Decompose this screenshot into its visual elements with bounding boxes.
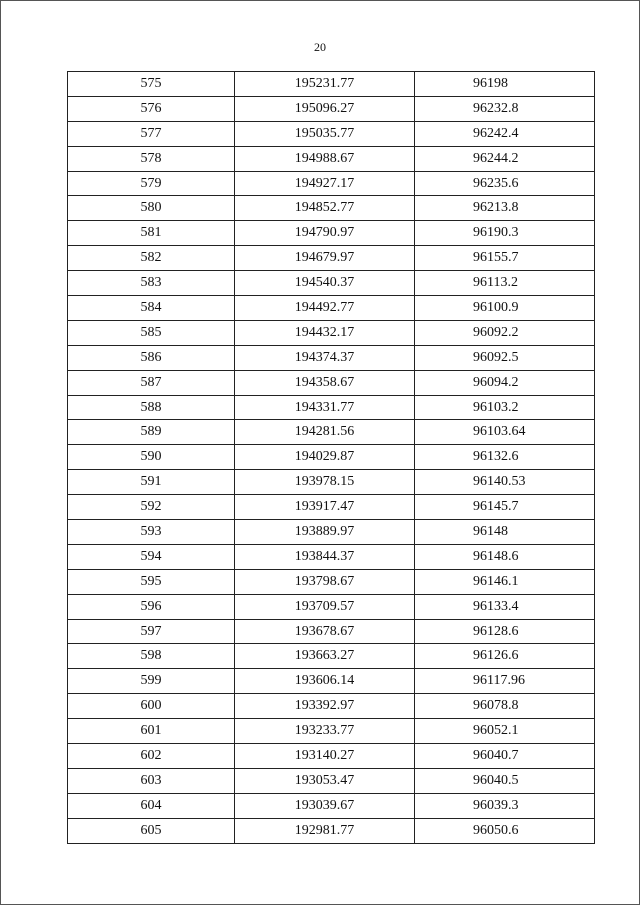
table-row [68, 818, 595, 843]
y-coordinate-cell: 96103.2 [415, 395, 595, 420]
table-row [68, 196, 595, 221]
table-row [68, 146, 595, 171]
x-coordinate-cell: 193053.47 [235, 768, 415, 793]
point-number-cell: 592 [68, 495, 235, 520]
point-number-cell: 583 [68, 271, 235, 296]
y-coordinate-cell: 96103.64 [415, 420, 595, 445]
point-number-cell: 575 [68, 72, 235, 97]
x-coordinate-cell: 195096.27 [235, 96, 415, 121]
point-number-cell: 585 [68, 320, 235, 345]
y-coordinate-cell: 96146.1 [415, 569, 595, 594]
x-coordinate-cell: 194432.17 [235, 320, 415, 345]
x-coordinate-cell: 193844.37 [235, 544, 415, 569]
point-number-cell: 602 [68, 744, 235, 769]
x-coordinate-cell: 193233.77 [235, 719, 415, 744]
table-row [68, 694, 595, 719]
point-number-cell: 579 [68, 171, 235, 196]
x-coordinate-cell: 194679.97 [235, 246, 415, 271]
y-coordinate-cell: 96133.4 [415, 594, 595, 619]
x-coordinate-cell: 194988.67 [235, 146, 415, 171]
point-number-cell: 603 [68, 768, 235, 793]
table-row [68, 495, 595, 520]
page-number: 20 [314, 40, 326, 54]
y-coordinate-cell: 96092.5 [415, 345, 595, 370]
y-coordinate-cell: 96052.1 [415, 719, 595, 744]
y-coordinate-cell: 96244.2 [415, 146, 595, 171]
x-coordinate-cell: 194540.37 [235, 271, 415, 296]
x-coordinate-cell: 194492.77 [235, 296, 415, 321]
y-coordinate-cell: 96039.3 [415, 793, 595, 818]
point-number-cell: 596 [68, 594, 235, 619]
y-coordinate-cell: 96092.2 [415, 320, 595, 345]
y-coordinate-cell: 96148.6 [415, 544, 595, 569]
y-coordinate-cell: 96113.2 [415, 271, 595, 296]
table-row [68, 271, 595, 296]
table-row [68, 320, 595, 345]
table-row [68, 768, 595, 793]
point-number-cell: 601 [68, 719, 235, 744]
y-coordinate-cell: 96128.6 [415, 619, 595, 644]
y-coordinate-cell: 96213.8 [415, 196, 595, 221]
table-row [68, 619, 595, 644]
table-row [68, 445, 595, 470]
y-coordinate-cell: 96190.3 [415, 221, 595, 246]
table-row [68, 669, 595, 694]
x-coordinate-cell: 195231.77 [235, 72, 415, 97]
y-coordinate-cell: 96050.6 [415, 818, 595, 843]
point-number-cell: 590 [68, 445, 235, 470]
x-coordinate-cell: 194331.77 [235, 395, 415, 420]
x-coordinate-cell: 193978.15 [235, 470, 415, 495]
x-coordinate-cell: 194358.67 [235, 370, 415, 395]
point-number-cell: 599 [68, 669, 235, 694]
point-number-cell: 605 [68, 818, 235, 843]
y-coordinate-cell: 96100.9 [415, 296, 595, 321]
table-row [68, 246, 595, 271]
x-coordinate-cell: 194374.37 [235, 345, 415, 370]
point-number-cell: 586 [68, 345, 235, 370]
x-coordinate-cell: 193798.67 [235, 569, 415, 594]
x-coordinate-cell: 193663.27 [235, 644, 415, 669]
x-coordinate-cell: 193678.67 [235, 619, 415, 644]
point-number-cell: 591 [68, 470, 235, 495]
table-row [68, 395, 595, 420]
point-number-cell: 594 [68, 544, 235, 569]
point-number-cell: 593 [68, 520, 235, 545]
x-coordinate-cell: 193392.97 [235, 694, 415, 719]
x-coordinate-cell: 194852.77 [235, 196, 415, 221]
table-row [68, 744, 595, 769]
table-row [68, 594, 595, 619]
table-row [68, 370, 595, 395]
table-row [68, 171, 595, 196]
x-coordinate-cell: 195035.77 [235, 121, 415, 146]
point-number-cell: 582 [68, 246, 235, 271]
table-row [68, 96, 595, 121]
point-number-cell: 587 [68, 370, 235, 395]
x-coordinate-cell: 192981.77 [235, 818, 415, 843]
point-number-cell: 578 [68, 146, 235, 171]
table-row [68, 544, 595, 569]
table-row [68, 221, 595, 246]
table-row [68, 520, 595, 545]
y-coordinate-cell: 96040.5 [415, 768, 595, 793]
point-number-cell: 597 [68, 619, 235, 644]
table-row [68, 72, 595, 97]
x-coordinate-cell: 193917.47 [235, 495, 415, 520]
y-coordinate-cell: 96242.4 [415, 121, 595, 146]
y-coordinate-cell: 96198 [415, 72, 595, 97]
point-number-cell: 595 [68, 569, 235, 594]
x-coordinate-cell: 193140.27 [235, 744, 415, 769]
y-coordinate-cell: 96040.7 [415, 744, 595, 769]
table-row [68, 121, 595, 146]
x-coordinate-cell: 194281.56 [235, 420, 415, 445]
point-number-cell: 577 [68, 121, 235, 146]
x-coordinate-cell: 194029.87 [235, 445, 415, 470]
point-number-cell: 600 [68, 694, 235, 719]
point-number-cell: 589 [68, 420, 235, 445]
y-coordinate-cell: 96155.7 [415, 246, 595, 271]
point-number-cell: 588 [68, 395, 235, 420]
x-coordinate-cell: 193606.14 [235, 669, 415, 694]
y-coordinate-cell: 96117.96 [415, 669, 595, 694]
point-number-cell: 576 [68, 96, 235, 121]
table-row [68, 793, 595, 818]
point-number-cell: 584 [68, 296, 235, 321]
table-row [68, 719, 595, 744]
coordinate-table [67, 71, 595, 844]
x-coordinate-cell: 193889.97 [235, 520, 415, 545]
table-row [68, 420, 595, 445]
x-coordinate-cell: 193039.67 [235, 793, 415, 818]
y-coordinate-cell: 96148 [415, 520, 595, 545]
table-row [68, 569, 595, 594]
y-coordinate-cell: 96126.6 [415, 644, 595, 669]
y-coordinate-cell: 96132.6 [415, 445, 595, 470]
point-number-cell: 604 [68, 793, 235, 818]
x-coordinate-cell: 194790.97 [235, 221, 415, 246]
y-coordinate-cell: 96145.7 [415, 495, 595, 520]
x-coordinate-cell: 193709.57 [235, 594, 415, 619]
y-coordinate-cell: 96078.8 [415, 694, 595, 719]
point-number-cell: 598 [68, 644, 235, 669]
point-number-cell: 581 [68, 221, 235, 246]
table-row [68, 644, 595, 669]
y-coordinate-cell: 96235.6 [415, 171, 595, 196]
x-coordinate-cell: 194927.17 [235, 171, 415, 196]
coordinate-table-body [68, 72, 595, 844]
point-number-cell: 580 [68, 196, 235, 221]
table-row [68, 345, 595, 370]
table-row [68, 296, 595, 321]
y-coordinate-cell: 96140.53 [415, 470, 595, 495]
y-coordinate-cell: 96232.8 [415, 96, 595, 121]
y-coordinate-cell: 96094.2 [415, 370, 595, 395]
table-row [68, 470, 595, 495]
